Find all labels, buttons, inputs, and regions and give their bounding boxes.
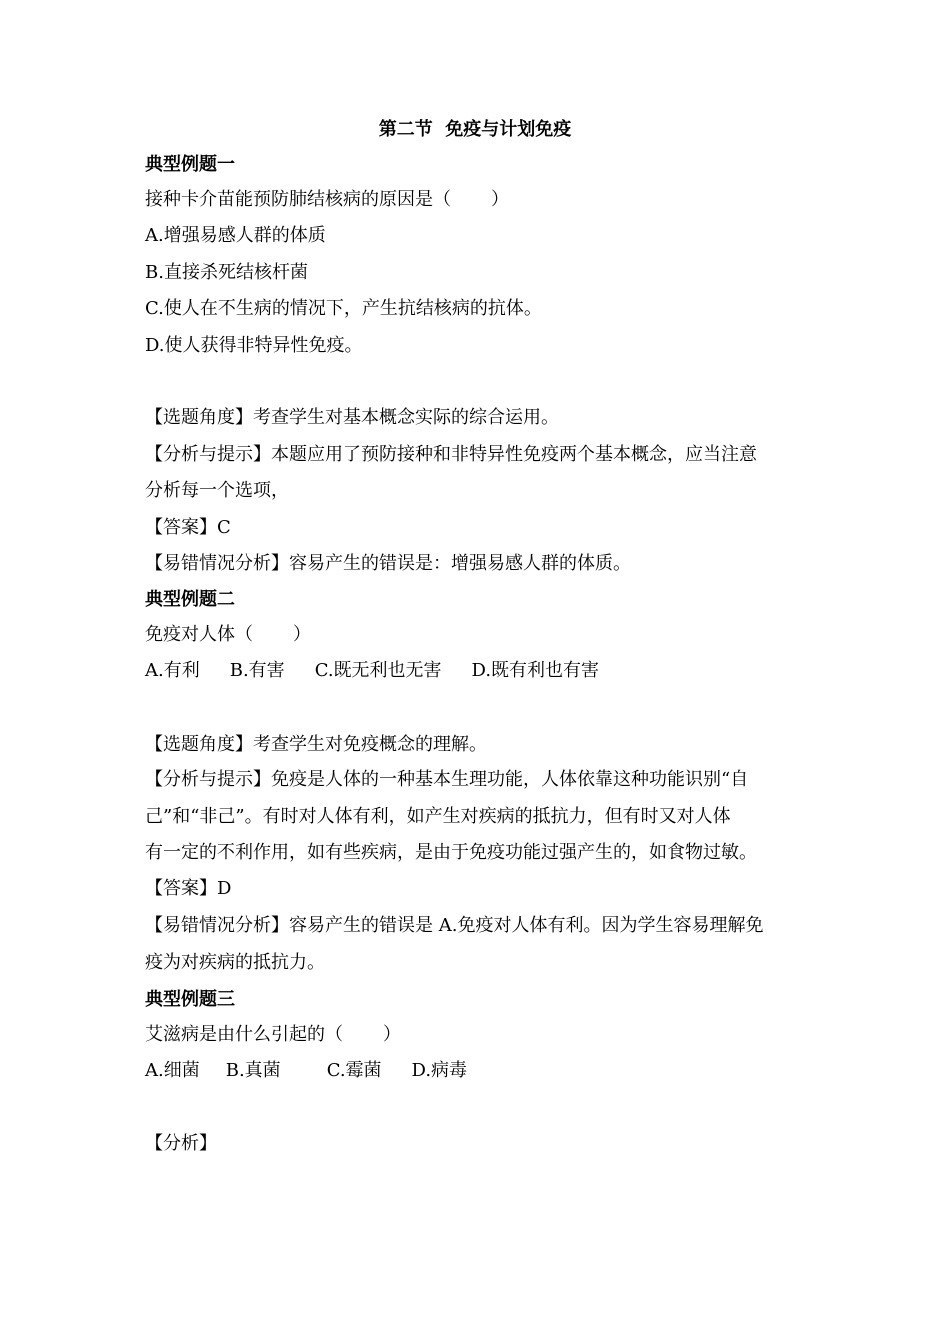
example-2-options (145, 659, 599, 683)
example-2-hint-line-2: 己”和“非己”。有时对人体有利，如产生对疾病的抵抗力，但有时又对人体 (145, 806, 731, 827)
example-1-option-b: B.直接杀死结核杆菌 (145, 262, 308, 283)
example-1-question: 接种卡介苗能预防肺结核病的原因是（ ） (145, 189, 510, 210)
example-3-question: 艾滋病是由什么引起的（ ） (145, 1024, 402, 1045)
example-2-answer: 【答案】D (145, 878, 232, 899)
example-1-option-a: A.增强易感人群的体质 (145, 225, 326, 246)
example-2-heading: 典型例题二 (145, 589, 235, 610)
example-3-analysis: 【分析】 (145, 1133, 217, 1154)
example-2-option-a: A.有利 (145, 660, 200, 681)
example-1-option-c: C.使人在不生病的情况下，产生抗结核病的抗体。 (145, 298, 542, 319)
example-2-option-b: B.有害 (229, 660, 285, 681)
example-3-option-c: C.霉菌 (326, 1060, 382, 1081)
example-2-hint-line-3: 有一定的不利作用，如有些疾病，是由于免疫功能过强产生的，如食物过敏。 (145, 842, 757, 863)
example-1-angle: 【选题角度】考查学生对基本概念实际的综合运用。 (145, 407, 559, 428)
example-3-heading: 典型例题三 (145, 989, 235, 1010)
example-2-hint-line-1: 【分析与提示】免疫是人体的一种基本生理功能，人体依靠这种功能识别“自 (145, 769, 749, 790)
example-2-question: 免疫对人体（ ） (145, 624, 312, 645)
example-2-option-c: C.既无利也无害 (314, 660, 442, 681)
example-3-option-b: B.真菌 (225, 1060, 281, 1081)
example-1-option-d: D.使人获得非特异性免疫。 (145, 335, 363, 356)
example-3-options (145, 1059, 467, 1083)
example-1-error-analysis: 【易错情况分析】容易产生的错误是：增强易感人群的体质。 (145, 553, 631, 574)
example-2-angle: 【选题角度】考查学生对免疫概念的理解。 (145, 734, 487, 755)
example-3-option-d: D.病毒 (411, 1060, 468, 1081)
example-2-error-line-1: 【易错情况分析】容易产生的错误是 A.免疫对人体有利。因为学生容易理解免 (145, 915, 764, 936)
example-3-option-a: A.细菌 (145, 1060, 200, 1081)
page-title: 第二节 免疫与计划免疫 (378, 119, 572, 140)
example-2-error-line-2: 疫为对疾病的抵抗力。 (145, 952, 325, 973)
example-2-option-d: D.既有利也有害 (471, 660, 600, 681)
example-1-hint-line-2: 分析每一个选项， (145, 480, 289, 501)
example-1-hint-line-1: 【分析与提示】本题应用了预防接种和非特异性免疫两个基本概念，应当注意 (145, 444, 757, 465)
example-1-answer: 【答案】C (145, 517, 231, 538)
example-1-heading: 典型例题一 (145, 154, 235, 175)
